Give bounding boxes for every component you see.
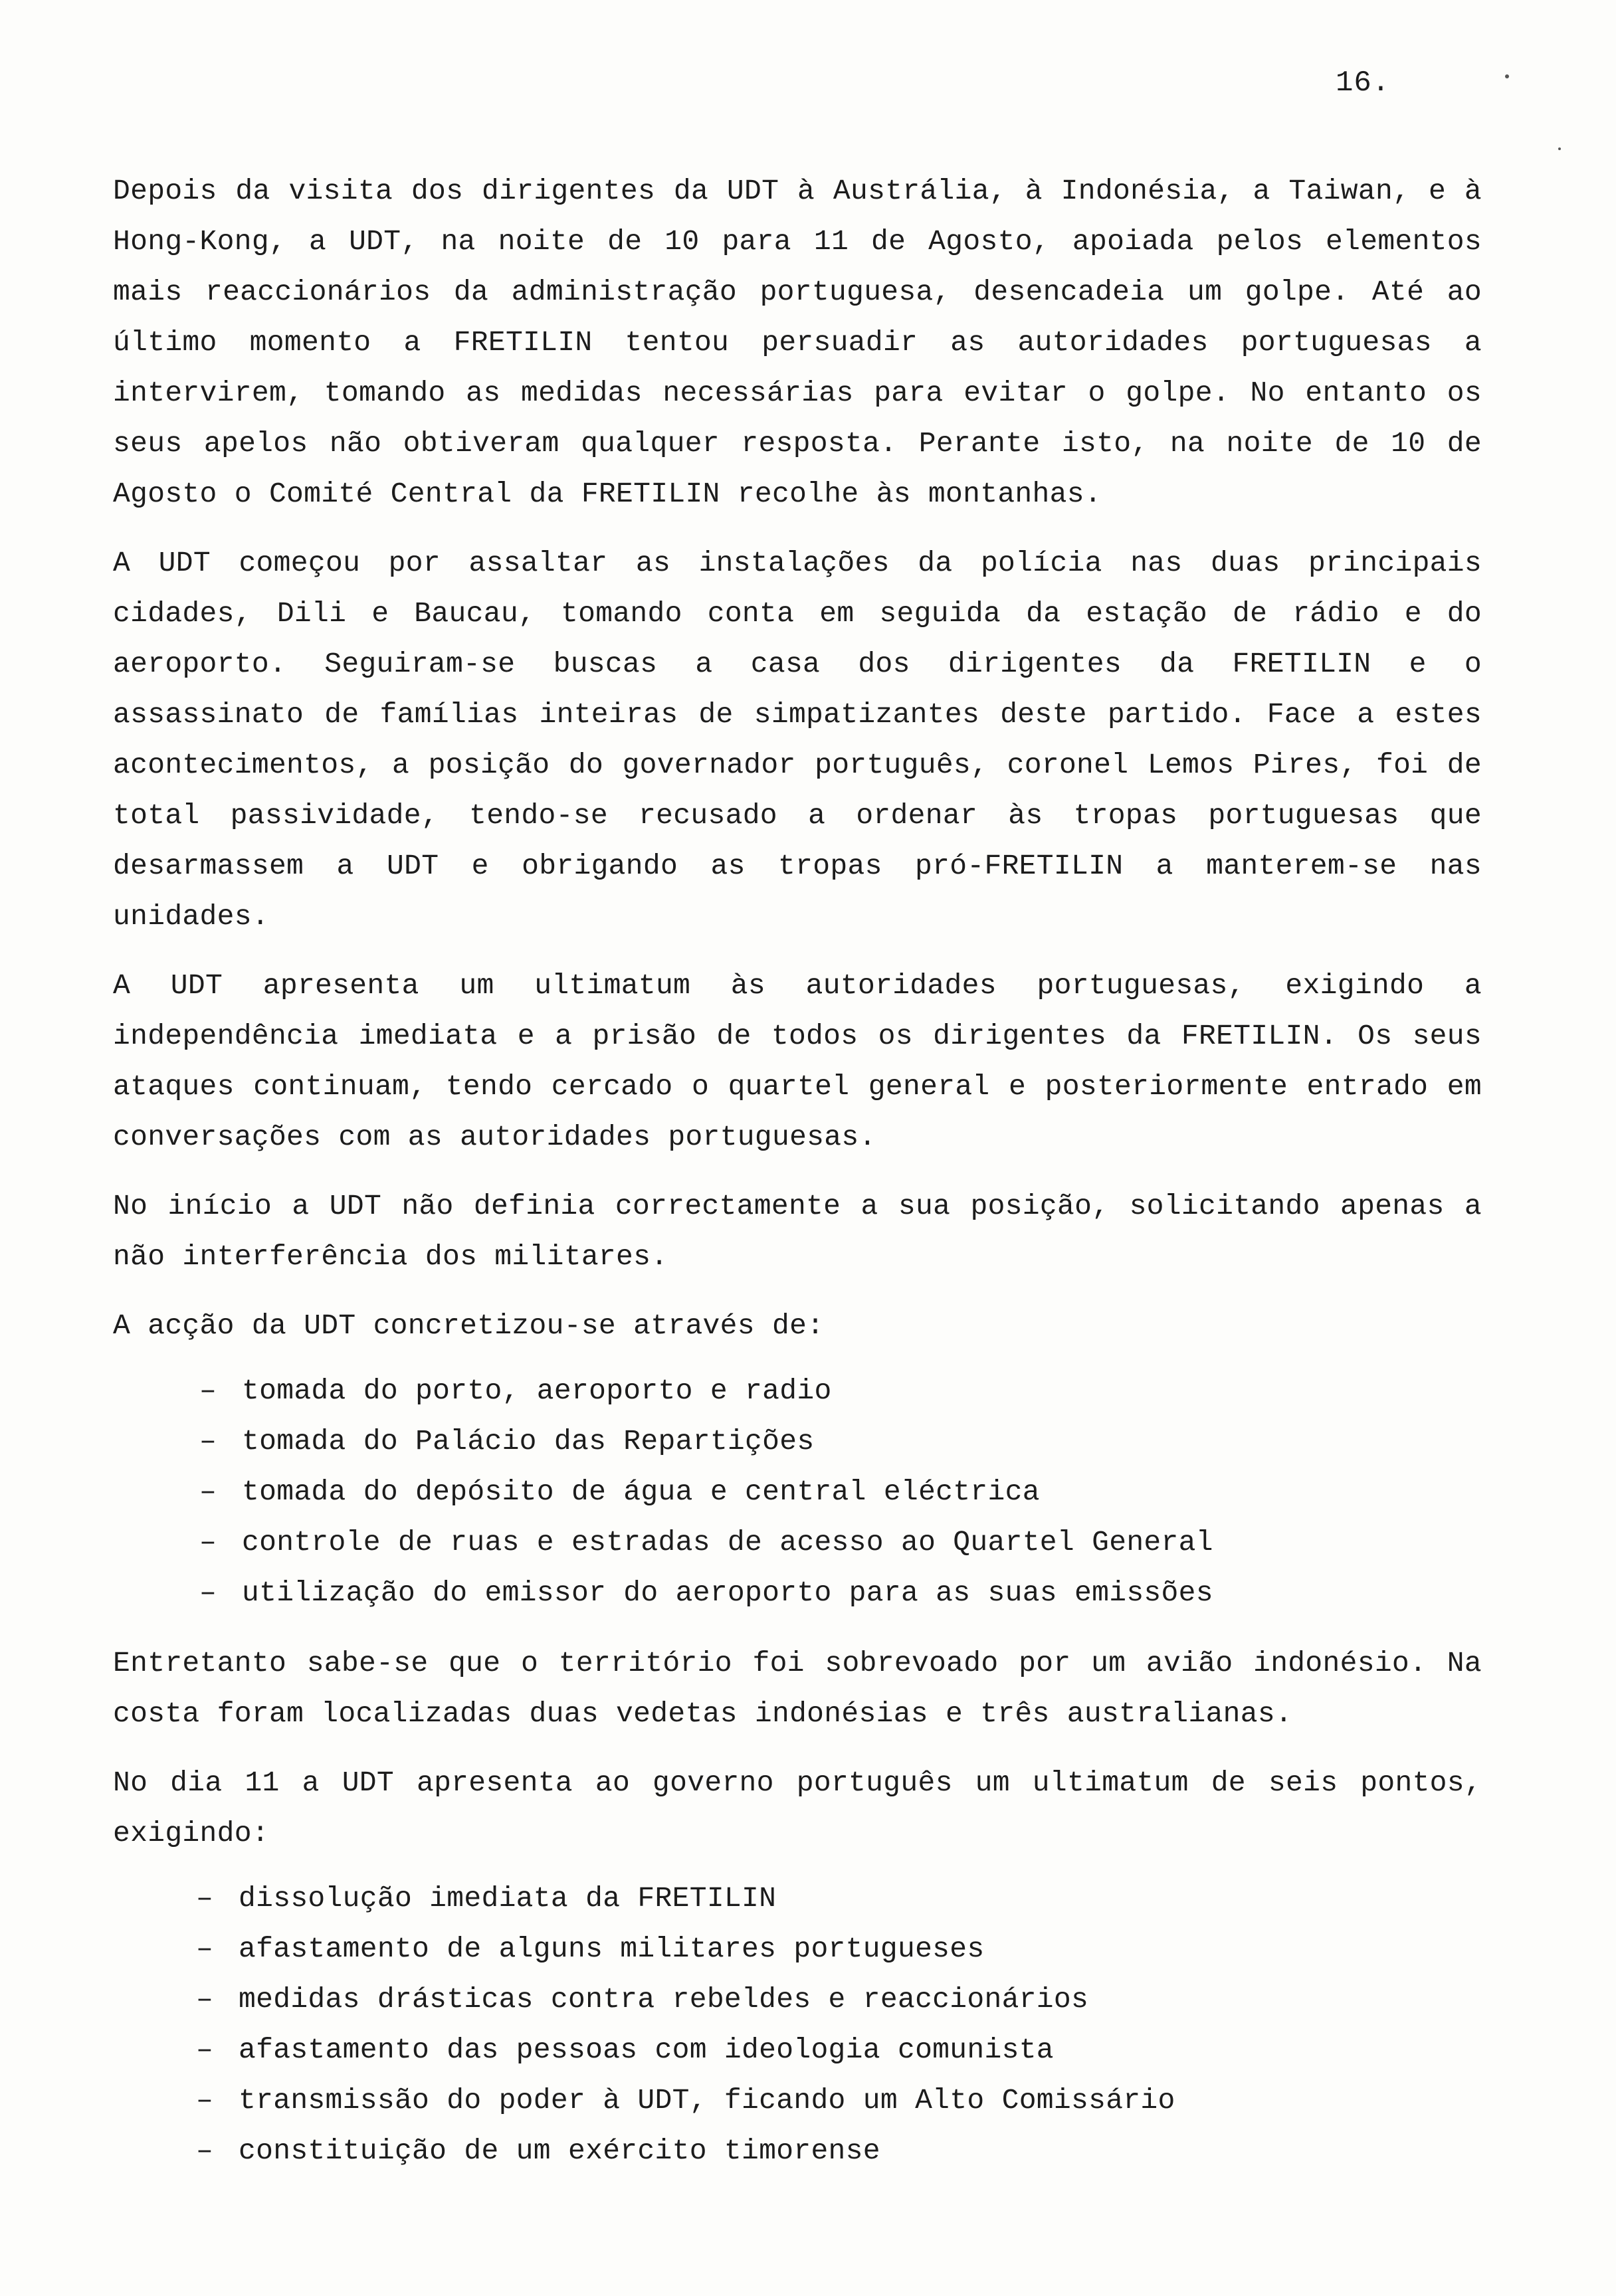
list-item: – tomada do Palácio das Repartições xyxy=(199,1416,1482,1467)
list-item: – constituição de um exército timorense xyxy=(196,2126,1482,2176)
list-item: – tomada do depósito de água e central eléctrica xyxy=(199,1467,1482,1517)
scan-speck xyxy=(1558,147,1561,150)
list-item: – tomada do porto, aeroporto e radio xyxy=(199,1366,1482,1416)
list-item: – dissolução imediata da FRETILIN xyxy=(196,1873,1482,1924)
page-number: 16. xyxy=(1336,66,1391,100)
document-body xyxy=(113,166,1482,2196)
list-item: – transmissão do poder à UDT, ficando um Alto Comissário xyxy=(196,2075,1482,2126)
list-item: – controle de ruas e estradas de acesso ao Quartel General xyxy=(199,1517,1482,1568)
ultimatum-points-list xyxy=(113,1873,1482,2176)
paragraph-overflight: Entretanto sabe-se que o território foi sobrevoado por um avião indonésio. Na costa foram localizadas duas vedetas indonésias e três australianas. xyxy=(113,1647,1482,1730)
list-item: – utilização do emissor do aeroporto para as suas emissões xyxy=(199,1568,1482,1618)
paragraph-udt-position: No início a UDT não definia correctamente a sua posição, solicitando apenas a não interferência dos militares. xyxy=(113,1190,1482,1273)
paragraph-udt-coup: Depois da visita dos dirigentes da UDT à Austrália, à Indonésia, a Taiwan, e à Hong-Kong, a UDT, na noite de 10 para 11 de Agosto, apoiada pelos elementos mais reaccionários da administração portuguesa, desencadeia um golpe. Até ao último momento a FRETILIN tentou persuadir as autoridades portuguesas a intervirem, tomando as medidas necessárias para evitar o golpe. No entanto os seus apelos não obtiveram qualquer resposta. Perante isto, na noite de 10 de Agosto o Comité Central da FRETILIN recolhe às montanhas. xyxy=(113,175,1482,510)
paragraph-udt-action-intro: A acção da UDT concretizou-se através de: xyxy=(113,1309,825,1342)
paragraph-udt-assault: A UDT começou por assaltar as instalações da polícia nas duas principais cidades, Dili e Baucau, tomando conta em seguida da estação de rádio e do aeroporto. Seguiram-se buscas a casa dos dirigentes da FRETILIN e o assassinato de famílias inteiras de simpatizantes deste partido. Face a estes acontecimentos, a posição do governador português, coronel Lemos Pires, foi de total passividade, tendo-se recusado a ordenar às tropas portuguesas que desarmassem a UDT e obrigando as tropas pró-FRETILIN a manterem-se nas unidades. xyxy=(113,547,1482,933)
list-item: – afastamento das pessoas com ideologia comunista xyxy=(196,2025,1482,2075)
udt-actions-list xyxy=(113,1366,1482,1618)
scan-speck xyxy=(1505,74,1509,78)
paragraph-udt-ultimatum: A UDT apresenta um ultimatum às autoridades portuguesas, exigindo a independência imediata e a prisão de todos os dirigentes da FRETILIN. Os seus ataques continuam, tendo cercado o quartel general e posteriormente entrado em conversações com as autoridades portuguesas. xyxy=(113,969,1482,1153)
paragraph-six-points-intro: No dia 11 a UDT apresenta ao governo português um ultimatum de seis pontos, exigindo: xyxy=(113,1767,1482,1850)
list-item: – medidas drásticas contra rebeldes e reaccionários xyxy=(196,1974,1482,2025)
list-item: – afastamento de alguns militares portugueses xyxy=(196,1924,1482,1974)
